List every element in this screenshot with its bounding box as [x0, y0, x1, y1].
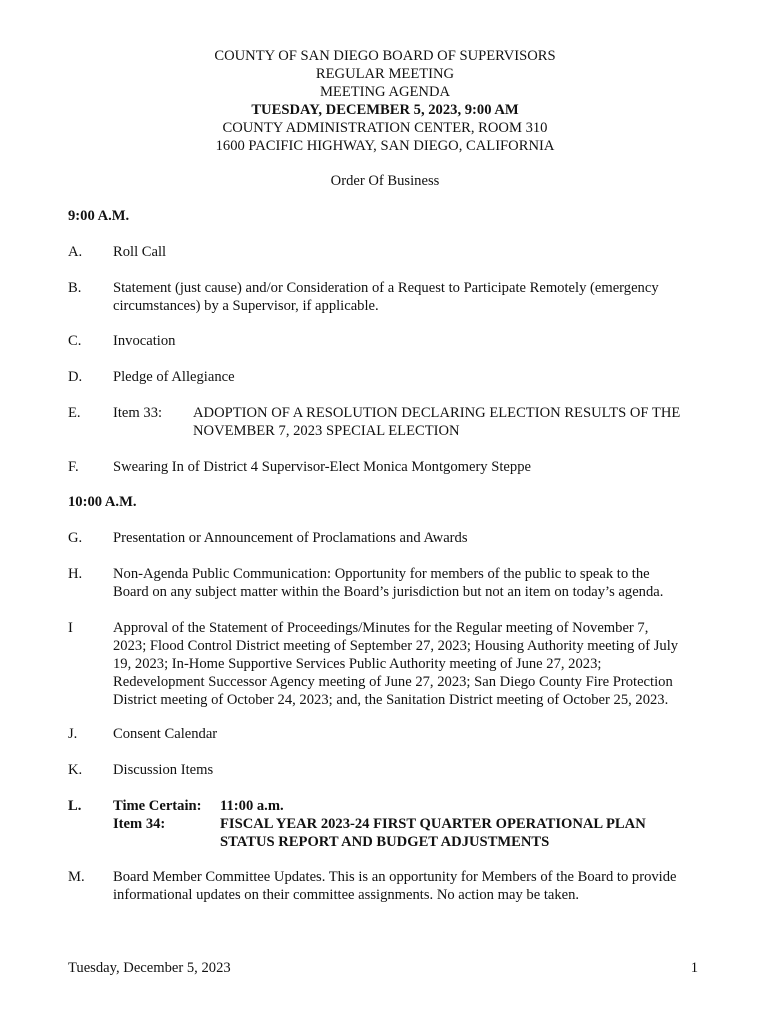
item-text-line: 19, 2023; In-Home Supportive Services Public Authority meeting of June 27, 2023; — [113, 656, 602, 672]
agenda-item-h — [68, 565, 708, 601]
item-text-line: informational updates on their committee assignments. No action may be taken. — [113, 887, 580, 903]
item-letter: I — [68, 620, 73, 636]
item-text: Invocation — [113, 333, 176, 349]
item-text-line: Board on any subject matter within the Board’s jurisdiction but not an item on today’s agenda. — [113, 584, 664, 600]
agenda-item-j — [68, 725, 708, 743]
header-location: COUNTY ADMINISTRATION CENTER, ROOM 310 — [222, 120, 548, 136]
item-letter: G. — [68, 530, 83, 546]
item-letter: A. — [68, 244, 83, 260]
item-letter: J. — [68, 726, 78, 742]
header-meeting-date: TUESDAY, DECEMBER 5, 2023, 9:00 AM — [251, 102, 519, 118]
item-letter: M. — [68, 869, 85, 885]
header-line-2: REGULAR MEETING — [315, 66, 455, 82]
agenda-item-a — [68, 243, 708, 261]
item-letter: F. — [68, 459, 79, 475]
item-letter: E. — [68, 405, 81, 421]
agenda-item-m — [68, 868, 708, 904]
item-title-line: NOVEMBER 7, 2023 SPECIAL ELECTION — [193, 423, 460, 439]
item-letter: D. — [68, 369, 83, 385]
item-title-line: FISCAL YEAR 2023-24 FIRST QUARTER OPERATIONAL PLAN — [220, 816, 646, 832]
item-text: Pledge of Allegiance — [113, 369, 235, 385]
agenda-header — [0, 47, 770, 155]
item-text-line: District meeting of October 24, 2023; and, the Sanitation District meeting of October 25, 2023. — [113, 692, 669, 708]
item-text-line: Statement (just cause) and/or Consideration of a Request to Participate Remotely (emergency — [113, 280, 659, 296]
order-of-business-title: Order Of Business — [330, 173, 440, 189]
header-line-1: COUNTY OF SAN DIEGO BOARD OF SUPERVISORS — [214, 48, 556, 64]
item-number-label: Item 34: — [113, 816, 166, 832]
item-title-line: STATUS REPORT AND BUDGET ADJUSTMENTS — [220, 834, 550, 850]
item-text-line: circumstances) by a Supervisor, if applicable. — [113, 298, 379, 314]
item-text: Roll Call — [113, 244, 167, 260]
item-text: Discussion Items — [113, 762, 214, 778]
agenda-item-f — [68, 458, 708, 476]
item-text-line: Board Member Committee Updates. This is an opportunity for Members of the Board to provide — [113, 869, 677, 885]
header-address: 1600 PACIFIC HIGHWAY, SAN DIEGO, CALIFORNIA — [215, 138, 555, 154]
item-text-line: Redevelopment Successor Agency meeting of June 27, 2023; San Diego County Fire Protection — [113, 674, 673, 690]
time-certain-value: 11:00 a.m. — [220, 798, 284, 814]
agenda-item-d — [68, 368, 708, 386]
item-text-line: Non-Agenda Public Communication: Opportunity for members of the public to speak to the — [113, 566, 650, 582]
item-text: Presentation or Announcement of Proclamations and Awards — [113, 530, 468, 546]
footer-date: Tuesday, December 5, 2023 — [68, 960, 231, 976]
item-number-label: Item 33: — [113, 405, 163, 421]
agenda-item-l — [68, 797, 708, 851]
time-heading-10am: 10:00 A.M. — [68, 494, 137, 510]
header-line-3: MEETING AGENDA — [319, 84, 451, 100]
agenda-item-k — [68, 761, 708, 779]
item-text: Consent Calendar — [113, 726, 218, 742]
item-letter: H. — [68, 566, 83, 582]
item-text: Swearing In of District 4 Supervisor-Elect Monica Montgomery Steppe — [113, 459, 531, 475]
agenda-item-b — [68, 279, 708, 315]
item-letter: L. — [68, 798, 82, 814]
item-letter: B. — [68, 280, 82, 296]
item-text-line: Approval of the Statement of Proceedings/Minutes for the Regular meeting of November 7, — [113, 620, 649, 636]
agenda-item-i — [68, 619, 708, 709]
time-heading-9am: 9:00 A.M. — [68, 208, 130, 224]
time-certain-label: Time Certain: — [113, 798, 202, 814]
agenda-item-e — [68, 404, 708, 440]
item-text-line: 2023; Flood Control District meeting of September 27, 2023; Housing Authority meeting of July — [113, 638, 679, 654]
agenda-item-g — [68, 529, 708, 547]
item-letter: C. — [68, 333, 82, 349]
item-title-line: ADOPTION OF A RESOLUTION DECLARING ELECTION RESULTS OF THE — [193, 405, 681, 421]
item-letter: K. — [68, 762, 83, 778]
page-number: 1 — [690, 960, 698, 976]
agenda-item-c — [68, 332, 708, 350]
